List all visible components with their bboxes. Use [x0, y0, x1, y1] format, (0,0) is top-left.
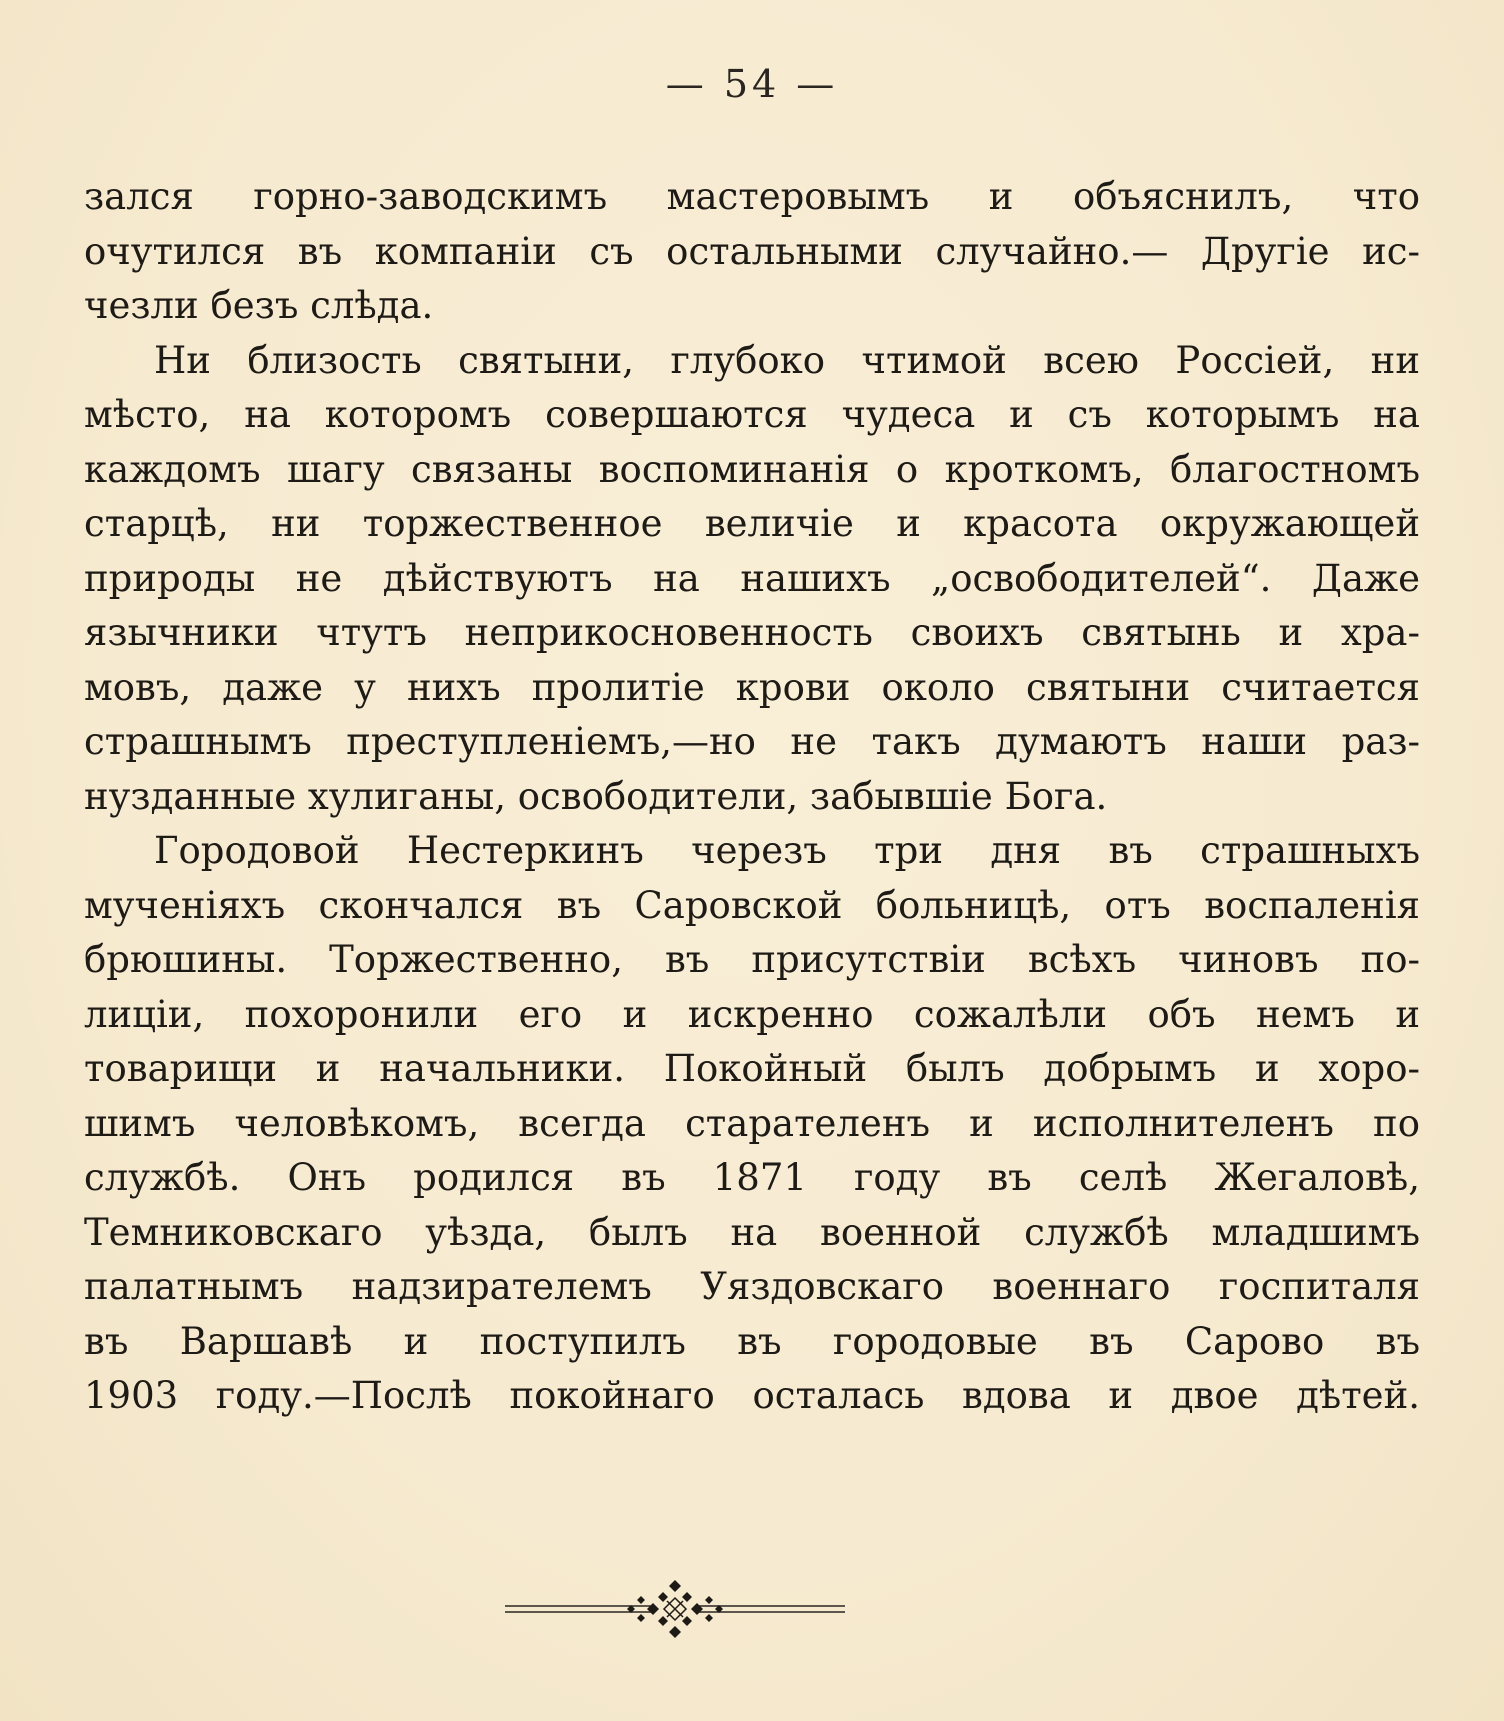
text-line: брюшины. Торжественно, въ присутствіи всѣхъ чиновъ по-	[84, 938, 1420, 981]
text-line: Ни близость святыни, глубоко чтимой всею Россіей, ни	[154, 338, 1420, 382]
text-line: въ Варшавѣ и поступилъ въ городовые въ Сарово въ	[84, 1319, 1420, 1363]
text-line: Темниковскаго уѣзда, былъ на военной службѣ младшимъ	[84, 1210, 1420, 1254]
text-line: мѣсто, на которомъ совершаются чудеса и съ которымъ на	[84, 393, 1420, 436]
text-line: природы не дѣйствуютъ на нашихъ „освободителей“. Даже	[84, 556, 1420, 600]
text-line: нузданные хулиганы, освободители, забывшіе Бога.	[84, 774, 1108, 818]
text-line: старцѣ, ни торжественное величіе и красота окружающей	[84, 502, 1420, 545]
text-line: зался горно-заводскимъ мастеровымъ и объяснилъ, что	[84, 175, 1420, 218]
text-line: страшнымъ преступленіемъ,—но не такъ думаютъ наши раз-	[84, 720, 1420, 763]
text-line: шимъ человѣкомъ, всегда старателенъ и исполнителенъ по	[84, 1101, 1420, 1145]
text-line: мовъ, даже у нихъ пролитіе крови около святыни считается	[84, 665, 1420, 709]
text-line: палатнымъ надзирателемъ Уяздовскаго военнаго госпиталя	[84, 1265, 1420, 1308]
text-line: мученіяхъ скончался въ Саровской больницѣ, отъ воспаленія	[84, 883, 1420, 927]
text-line: чезли безъ слѣда.	[84, 284, 434, 327]
text-line: язычники чтутъ неприкосновенность своихъ святынь и хра-	[84, 611, 1420, 654]
text-line: Городовой Нестеркинъ черезъ три дня въ страшныхъ	[154, 829, 1420, 872]
decorative-ornament-icon	[505, 1574, 845, 1644]
text-line: службѣ. Онъ родился въ 1871 году въ селѣ Жегаловѣ,	[84, 1156, 1420, 1199]
text-line: 1903 году.—Послѣ покойнаго осталась вдова и двое дѣтей.	[84, 1374, 1420, 1417]
body-text	[84, 170, 1420, 1424]
text-line: лиціи, похоронили его и искренно сожалѣли объ немъ и	[84, 992, 1420, 1036]
text-line: каждомъ шагу связаны воспоминанія о кроткомъ, благостномъ	[84, 447, 1420, 491]
page-number: — 54 —	[665, 62, 839, 106]
text-line: очутился въ компаніи съ остальными случайно.— Другіе ис-	[84, 229, 1420, 273]
text-line: товарищи и начальники. Покойный былъ добрымъ и хоро-	[84, 1047, 1420, 1090]
